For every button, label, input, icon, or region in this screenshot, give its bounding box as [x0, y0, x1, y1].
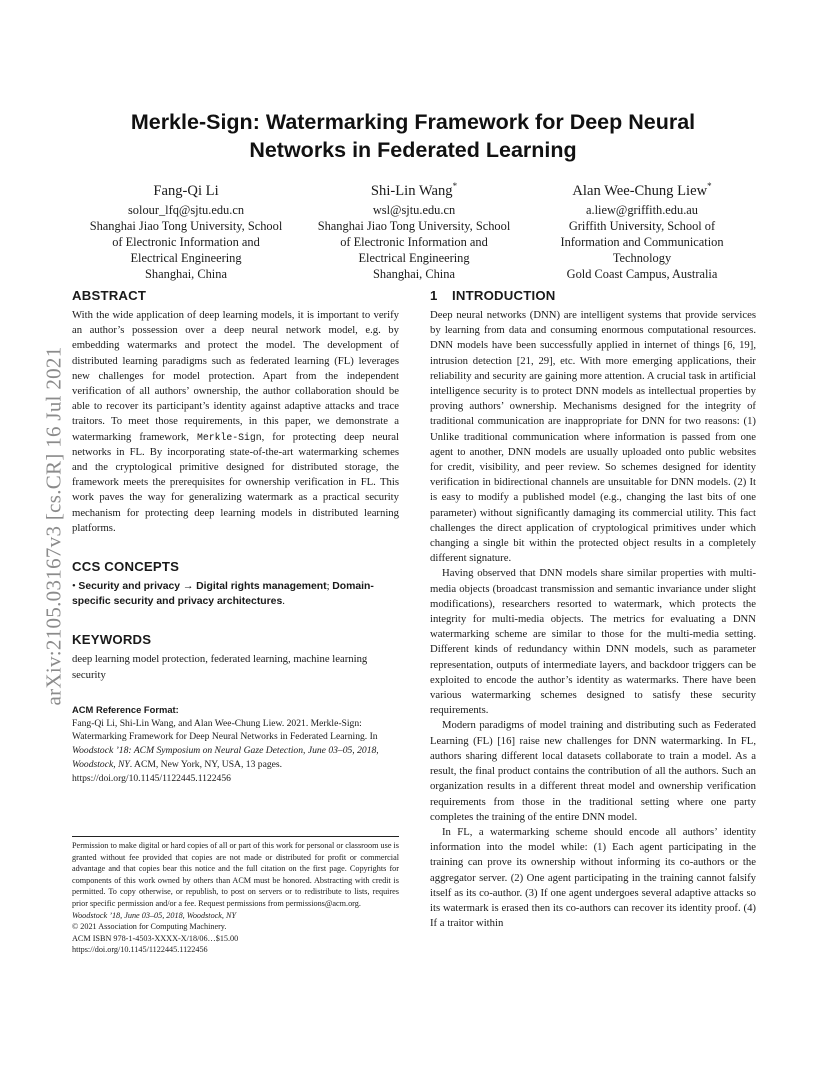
permission-copyright: © 2021 Association for Computing Machinery. [72, 922, 227, 932]
author-2 [300, 176, 528, 282]
permission-venue: Woodstock ’18, June 03–05, 2018, Woodstock, NY [72, 910, 237, 920]
author-block [72, 176, 756, 282]
paragraph: Deep neural networks (DNN) are intelligent systems that provide services by learning from data and consuming enormous computational resources. DNN models have been successfully applied in internet of things [6, 19], intrusion detection [21, 29], etc. With more emerging applications, their reliability and security are gaining more attention. A crucial task in artificial intelligence security is to protect DNN models as intellectual properties by proving authors’ ownership. Mechanisms designed for the integrity of traditional communication are inappropriate for DNN for two reasons: (1) Unlike traditional communication where information is passed from one agent to another, DNN models are usually uploaded onto public websites for credit, visibility, and peer review. So schemes designed for identity verification in bidirectional channels are unsuitable for DNN models. (2) It is easy to modify a published model (e.g., changing the last bits of one parameter) without significantly damaging its commercial utility. This fact challenges the direct application of cryptological primitives under which changing a single bit within the protected object results in a completely different signature. [430, 309, 756, 565]
paper-title: Merkle-Sign: Watermarking Framework for Deep Neural Networks in Federated Learning [130, 110, 696, 162]
author-affiliation: Shanghai Jiao Tong University, School [317, 218, 511, 233]
author-3 [528, 176, 756, 282]
author-1 [72, 176, 300, 282]
permission-text: Permission to make digital or hard copies of all or part of this work for personal or classroom use is granted without fee provided that copies are not made or distributed for profit or commercial advantage and that copies bear this notice and the full citation on the first page. Copyrights for components of this work owned by others than ACM must be honored. Abstracting with credit is permitted. To copy otherwise, or republish, to post on servers or to redistribute to lists, requires prior specific permission and/or a fee. Request permissions from permissions@acm.org. [72, 841, 399, 908]
author-affiliation: Electrical Engineering [130, 250, 242, 265]
author-name: Alan Wee-Chung Liew* [572, 181, 712, 199]
abstract-heading: ABSTRACT [72, 288, 147, 303]
ccs-concepts-text: • Security and privacy → Digital rights management; Domain-specific security and privacy architectures. [72, 580, 374, 608]
author-email: a.liew@griffith.edu.au [586, 202, 698, 217]
arxiv-stamp-text: arXiv:2105.03167v3 [cs.CR] 16 Jul 2021 [41, 346, 66, 706]
author-affiliation: Electrical Engineering [358, 250, 470, 265]
arxiv-stamp [38, 296, 70, 756]
ccs-heading: CCS CONCEPTS [72, 559, 180, 575]
author-email: wsl@sjtu.edu.cn [372, 202, 456, 217]
author-affiliation: Information and Communication [560, 234, 724, 249]
paragraph: In FL, a watermarking scheme should encode all authors’ identity information into the model while: (1) Each agent participating in the training can prove its ownership without informing its co-authors or the aggregator server. (2) One agent participating in the training cannot falsify itself as its co-author. (3) If one agent undergoes several adaptive attacks so its watermark is erased then its co-authors can recover its identity proof. (4) If a traitor within [430, 825, 756, 930]
footnote-rule [72, 836, 399, 837]
permission-doi: https://doi.org/10.1145/1122445.1122456 [72, 945, 208, 955]
author-affiliation: Shanghai Jiao Tong University, School [89, 218, 283, 233]
keywords-heading: KEYWORDS [72, 632, 152, 648]
author-location: Shanghai, China [145, 266, 227, 281]
permission-notice [72, 840, 399, 956]
permission-isbn: ACM ISBN 978-1-4503-XXXX-X/18/06…$15.00 [72, 933, 239, 943]
framework-name: Merkle-Sign [196, 431, 262, 443]
right-column [430, 287, 756, 931]
acm-reference-text: Fang-Qi Li, Shi-Lin Wang, and Alan Wee-Chung Liew. 2021. Merkle-Sign: Watermarking Framework for Deep Neural Networks in Federated Learning. In Woodstock ’18: ACM Symposium on Neural Gaze Detection, June 03–05, 2018, Woodstock, NY. ACM, New York, NY, USA, 13 pages. https://doi.org/10.1145/1122445.1122456 [72, 717, 379, 784]
author-email: solour_lfq@sjtu.edu.cn [127, 202, 245, 217]
acm-reference-label: ACM Reference Format: [72, 703, 179, 715]
author-name: Fang-Qi Li [153, 182, 219, 199]
abstract-text: With the wide application of deep learning models, it is important to verify an author’s possession over a deep neural network model, e.g. by embedding watermarks and protect the model. The development of distributed learning paradigms such as federated learning (FL) leverages new challenges for model protection. Apart from the independent verification of all authors’ ownership, the author collaboration should be able to recover its participant’s identity against adaptive attacks and trace traitors. To meet those requirements, in this paper, we demonstrate a watermarking framework, Merkle-Sign, for protecting deep neural networks in FL. By incorporating state-of-the-art watermarking schemes and the cryptological primitive designed for distributed storage, the framework meets the prerequisites for ownership verification in FL. This work paves the way for generalizing watermark as a practical security mechanism for protecting deep learning models in distributed learning platforms. [72, 309, 400, 534]
author-location: Gold Coast Campus, Australia [566, 266, 718, 281]
acm-reference-format [72, 703, 399, 786]
author-name: Shi-Lin Wang* [370, 181, 458, 199]
introduction-heading: 1 INTRODUCTION [430, 288, 556, 303]
paragraph: Having observed that DNN models share similar properties with multi-media objects (broadcast transmission and semantic invariance under slight modifications), researchers resorted to watermark, which protects the integrity for multi-media objects. The metrics for evaluating a DNN watermarking scheme are similar to those for the multi-media setting. Different kinds of redundancy within DNN models, such as parameter representation, outputs of intermediate layers, and backdoor triggers can be exploited to encode the author’s identity as watermarks. There have been various watermarking schemes designed to satisfy these security requirements. [430, 567, 756, 717]
author-location: Shanghai, China [373, 266, 455, 281]
author-affiliation: Technology [612, 250, 672, 265]
author-affiliation: of Electronic Information and [112, 234, 260, 249]
author-affiliation: of Electronic Information and [340, 234, 488, 249]
author-affiliation: Griffith University, School of [568, 218, 716, 233]
introduction-body [430, 308, 756, 931]
keywords-text: deep learning model protection, federated learning, machine learning security [72, 653, 368, 681]
paragraph: Modern paradigms of model training and distributing such as Federated Learning (FL) [16] raise new challenges for DNN watermarking. In FL, authors sharing different local datasets collaborate to train a model. As a result, the final product contains the contribution of all the authors. Such an organization results in a different threat model and ownership verification requirements from those in the traditional setting where one party completes the training of the entire DNN model. [430, 719, 756, 823]
left-column [72, 287, 399, 786]
